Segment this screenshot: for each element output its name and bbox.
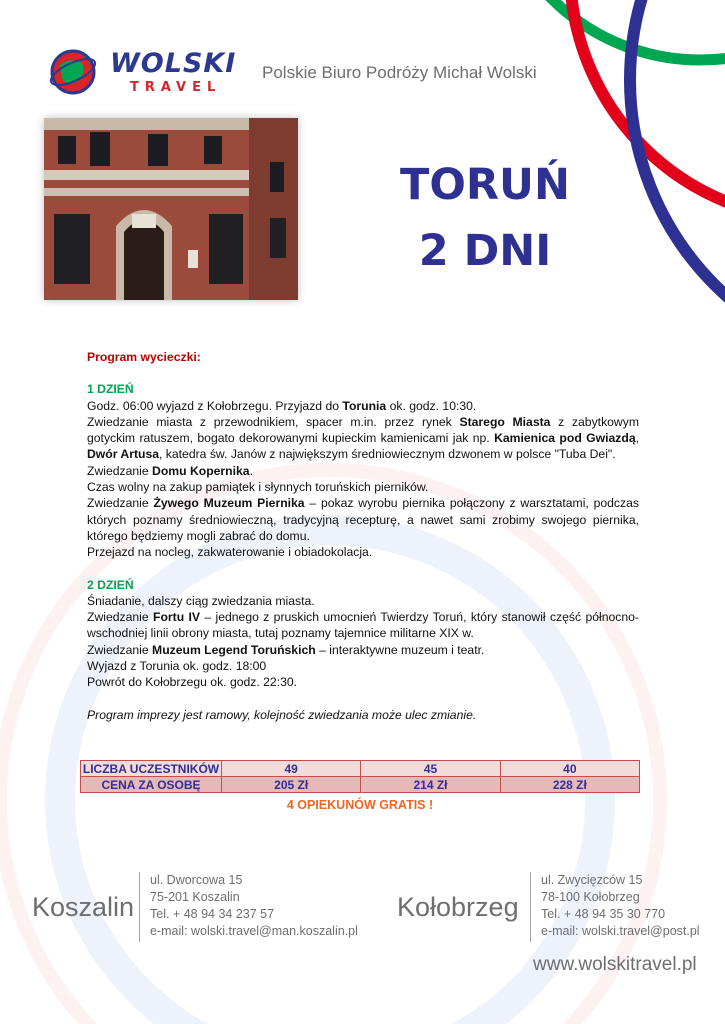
divider [139, 872, 140, 942]
page-title [370, 152, 600, 284]
participants-label: LICZBA UCZESTNIKÓW [81, 761, 222, 777]
participants-cell: 45 [361, 761, 500, 777]
kolobrzeg-postal: 78-100 Kołobrzeg [541, 890, 640, 904]
day1-line1: Godz. 06:00 wyjazd z Kołobrzegu. Przyjazd do Torunia ok. godz. 10:30. [87, 398, 477, 413]
day2-line3: Zwiedzanie Muzeum Legend Toruńskich – interaktywne muzeum i teatr. [87, 642, 485, 657]
koszalin-address [150, 872, 358, 940]
day1-paragraph5: Zwiedzanie Żywego Muzeum Piernika – pokaz wyrobu piernika połączony z warsztatami, podczas których poznamy średniowieczną, tradycyjną recepturę, a nawet sami zrobimy swojego piernika, którego będziemy mogli zabrać do domu. [87, 496, 639, 543]
participants-cell: 40 [500, 761, 639, 777]
day1-line6: Przejazd na nocleg, zakwaterowanie i obiadokolacja. [87, 545, 373, 560]
day2-line5: Powrót do Kołobrzegu ok. godz. 22:30. [87, 675, 298, 690]
koszalin-street: ul. Dworcowa 15 [150, 873, 243, 887]
price-row [81, 777, 640, 793]
day2-line1: Śniadanie, dalszy ciąg zwiedzania miasta. [87, 593, 315, 608]
participants-row [81, 761, 640, 777]
day1-line4: Czas wolny na zakup pamiątek i słynnych toruńskich pierników. [87, 480, 429, 495]
price-cell: 228 Zł [500, 777, 639, 793]
koszalin-postal: 75-201 Koszalin [150, 890, 240, 904]
logo-word: WOLSKI [110, 48, 237, 79]
price-label: CENA ZA OSOBĘ [81, 777, 222, 793]
town-hall-photo [44, 118, 298, 300]
gratis-note: 4 OPIEKUNÓW GRATIS ! [286, 798, 434, 812]
price-cell: 214 Zł [361, 777, 500, 793]
program-heading: Program wycieczki: [87, 350, 201, 364]
kolobrzeg-phone: Tel. + 48 94 35 30 770 [541, 907, 666, 921]
koszalin-phone: Tel. + 48 94 34 237 57 [150, 907, 275, 921]
koszalin-city: Koszalin [32, 892, 135, 922]
participants-cell: 49 [222, 761, 361, 777]
day2-line4: Wyjazd z Torunia ok. godz. 18:00 [87, 659, 267, 674]
kolobrzeg-street: ul. Zwycięzców 15 [541, 873, 643, 887]
wolski-travel-logo [48, 44, 238, 100]
day1-label: 1 DZIEŃ [87, 382, 134, 397]
day2-paragraph2: Zwiedzanie Fortu IV – jednego z pruskich umocnień Twierdzy Toruń, który stanowił część północno-wschodniej linii obrony miasta, tutaj poznamy tajemnice militarne XIX w. [87, 610, 639, 641]
price-cell: 205 Zł [222, 777, 361, 793]
website-link[interactable]: www.wolskitravel.pl [533, 954, 697, 975]
title-line-1: TORUŃ [400, 160, 570, 210]
title-line-2: 2 DNI [418, 226, 552, 276]
day2-label: 2 DZIEŃ [87, 577, 134, 592]
kolobrzeg-city: Kołobrzeg [397, 892, 519, 922]
koszalin-email: e-mail: wolski.travel@man.koszalin.pl [150, 924, 358, 938]
day1-line3: Zwiedzanie Domu Kopernika. [87, 463, 253, 478]
kolobrzeg-address [541, 872, 700, 940]
logo-sub: TRAVEL [130, 80, 222, 95]
kolobrzeg-email: e-mail: wolski.travel@post.pl [541, 924, 700, 938]
program-content [87, 349, 639, 723]
globe-icon [48, 47, 98, 97]
tagline: Polskie Biuro Podróży Michał Wolski [262, 63, 537, 82]
program-note: Program imprezy jest ramowy, kolejność zwiedzania może ulec zmianie. [87, 707, 477, 722]
price-table [80, 760, 640, 793]
day1-paragraph2: Zwiedzanie miasta z przewodnikiem, spacer m.in. przez rynek Starego Miasta z zabytkowym gotyckim ratuszem, bogato dekorowanymi kupieckim kamienicami jak np. Kamienica pod Gwiazdą, Dwór Artusa, katedra św. Janów z największym średniowiecznym dzwonem w polsce "Tuba Dei". [87, 414, 639, 462]
divider [530, 872, 531, 942]
